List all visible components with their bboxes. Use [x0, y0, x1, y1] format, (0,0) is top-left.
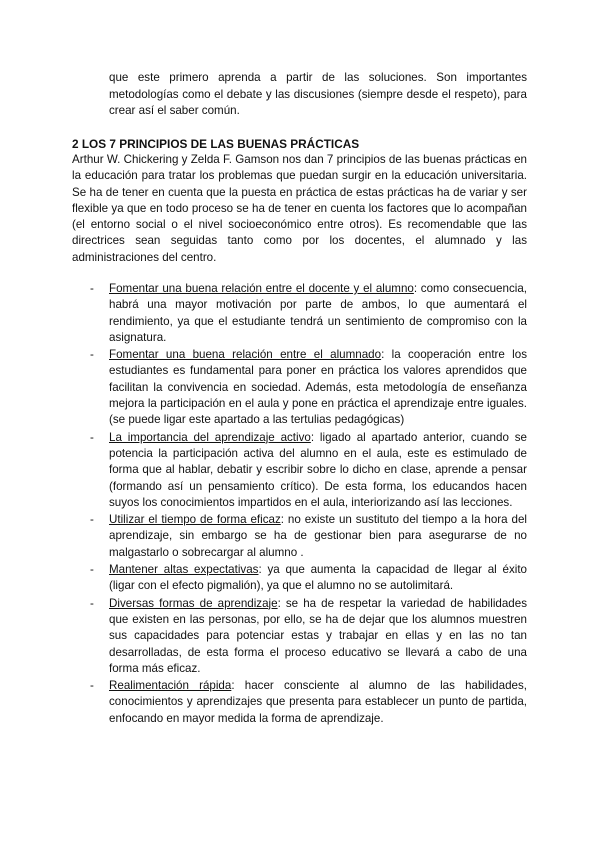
principle-body: [109, 562, 527, 595]
principle-title: Fomentar una buena relación entre el docente y el alumno: [109, 282, 414, 295]
section-paragraph: Arthur W. Chickering y Zelda F. Gamson nos dan 7 principios de las buenas prácticas en la educación para tratar los problemas que puedan surgir en la educación universitaria. Se ha de tener en cuenta que la puesta en práctica de estas prácticas ha de variar y ser flexible ya que en todo proceso se ha de tener en cuenta los factores que lo acompañan (el entorno social o el nivel socioeconómico entre otros). Es recomendable que las directrices sean seguidas tanto como por los docentes, el alumnado y las administraciones del centro.: [72, 153, 527, 264]
bullet-dash: -: [90, 563, 94, 577]
principle-body: [109, 430, 527, 511]
principle-title: Utilizar el tiempo de forma eficaz: [109, 513, 281, 527]
principle-title: Realimentación rápida: [109, 679, 232, 693]
principle-text: : no existe un sustituto del tiempo a la hora del aprendizaje, sin embargo se ha de gestionar bien para asegurarse de no malgastarlo o sobrecargar al alumno .: [109, 513, 528, 559]
principle-title: Diversas formas de aprendizaje: [109, 596, 278, 610]
principle-text: : la cooperación entre los estudiantes es fundamental para poner en práctica los valores aprendidos que facilitan la convivencia en sociedad. Además, esta metodología de enseñanza mejora la participación en el aula y pone en práctica el aprendizaje entre iguales. (se puede ligar este apartado a las tertulias pedagógicas): [109, 348, 528, 427]
principle-body: [109, 347, 527, 428]
bullet-dash: -: [90, 282, 94, 295]
principles-list: [72, 281, 527, 728]
principle-title: Fomentar una buena relación entre el alumnado: [109, 348, 382, 362]
principle-title: Mantener altas expectativas: [109, 563, 259, 577]
principle-text: : como consecuencia, habrá una mayor motivación por parte de ambos, lo que aumentará el rendimiento, ya que el estudiante tendrá un sentimiento de compromiso con la asignatura.: [109, 282, 527, 344]
list-item: [72, 347, 527, 428]
section-heading: 2 LOS 7 PRINCIPIOS DE LAS BUENAS PRÁCTICAS: [72, 137, 360, 151]
bullet-dash: -: [90, 679, 94, 693]
principle-body: [109, 512, 527, 561]
bullet-dash: -: [90, 430, 94, 444]
list-item: [72, 512, 527, 561]
bullet-dash: -: [90, 348, 94, 362]
principle-body: [109, 678, 527, 727]
principle-text: : hacer consciente al alumno de las habilidades, conocimientos y aprendizajes que presenta para establecer un punto de partida, enfocando en mayor medida la forma de aprendizaje.: [109, 679, 527, 725]
principle-text: : se ha de respetar la variedad de habilidades que existen en las personas, por ello, se ha de dejar que los alumnos muestren sus capacidades para potenciar estas y trabajar en ellas y en las no tan desarrolladas, de esta forma el proceso educativo se llevará a cabo de una forma más eficaz.: [109, 596, 527, 675]
list-item: [72, 678, 527, 727]
bullet-dash: -: [90, 596, 94, 610]
intro-paragraph: que este primero aprenda a partir de las soluciones. Son importantes metodologías como el debate y las discusiones (siempre desde el respeto), para crear así el saber común.: [109, 71, 527, 117]
principle-text: : ligado al apartado anterior, cuando se potencia la participación activa del alumno en el aula, este es estimulado de forma que al hablar, debatir y escribir sobre lo dicho en clase, aprende a pensar (formando así un pensamiento crítico). De esta forma, los educandos hacen suyos los conocimientos impartidos en el aula, interiorizando así las lecciones.: [109, 430, 527, 509]
list-item: [72, 596, 527, 677]
principle-title: La importancia del aprendizaje activo: [109, 430, 311, 444]
list-item: [72, 430, 527, 511]
bullet-dash: -: [90, 513, 94, 527]
principle-body: [109, 596, 527, 677]
list-item: [72, 562, 527, 595]
principle-text: : ya que aumenta la capacidad de llegar al éxito (ligar con el efecto pigmalión), ya que el alumno no se autolimitará.: [109, 563, 527, 593]
principle-body: [109, 281, 527, 346]
list-item: [72, 281, 527, 346]
